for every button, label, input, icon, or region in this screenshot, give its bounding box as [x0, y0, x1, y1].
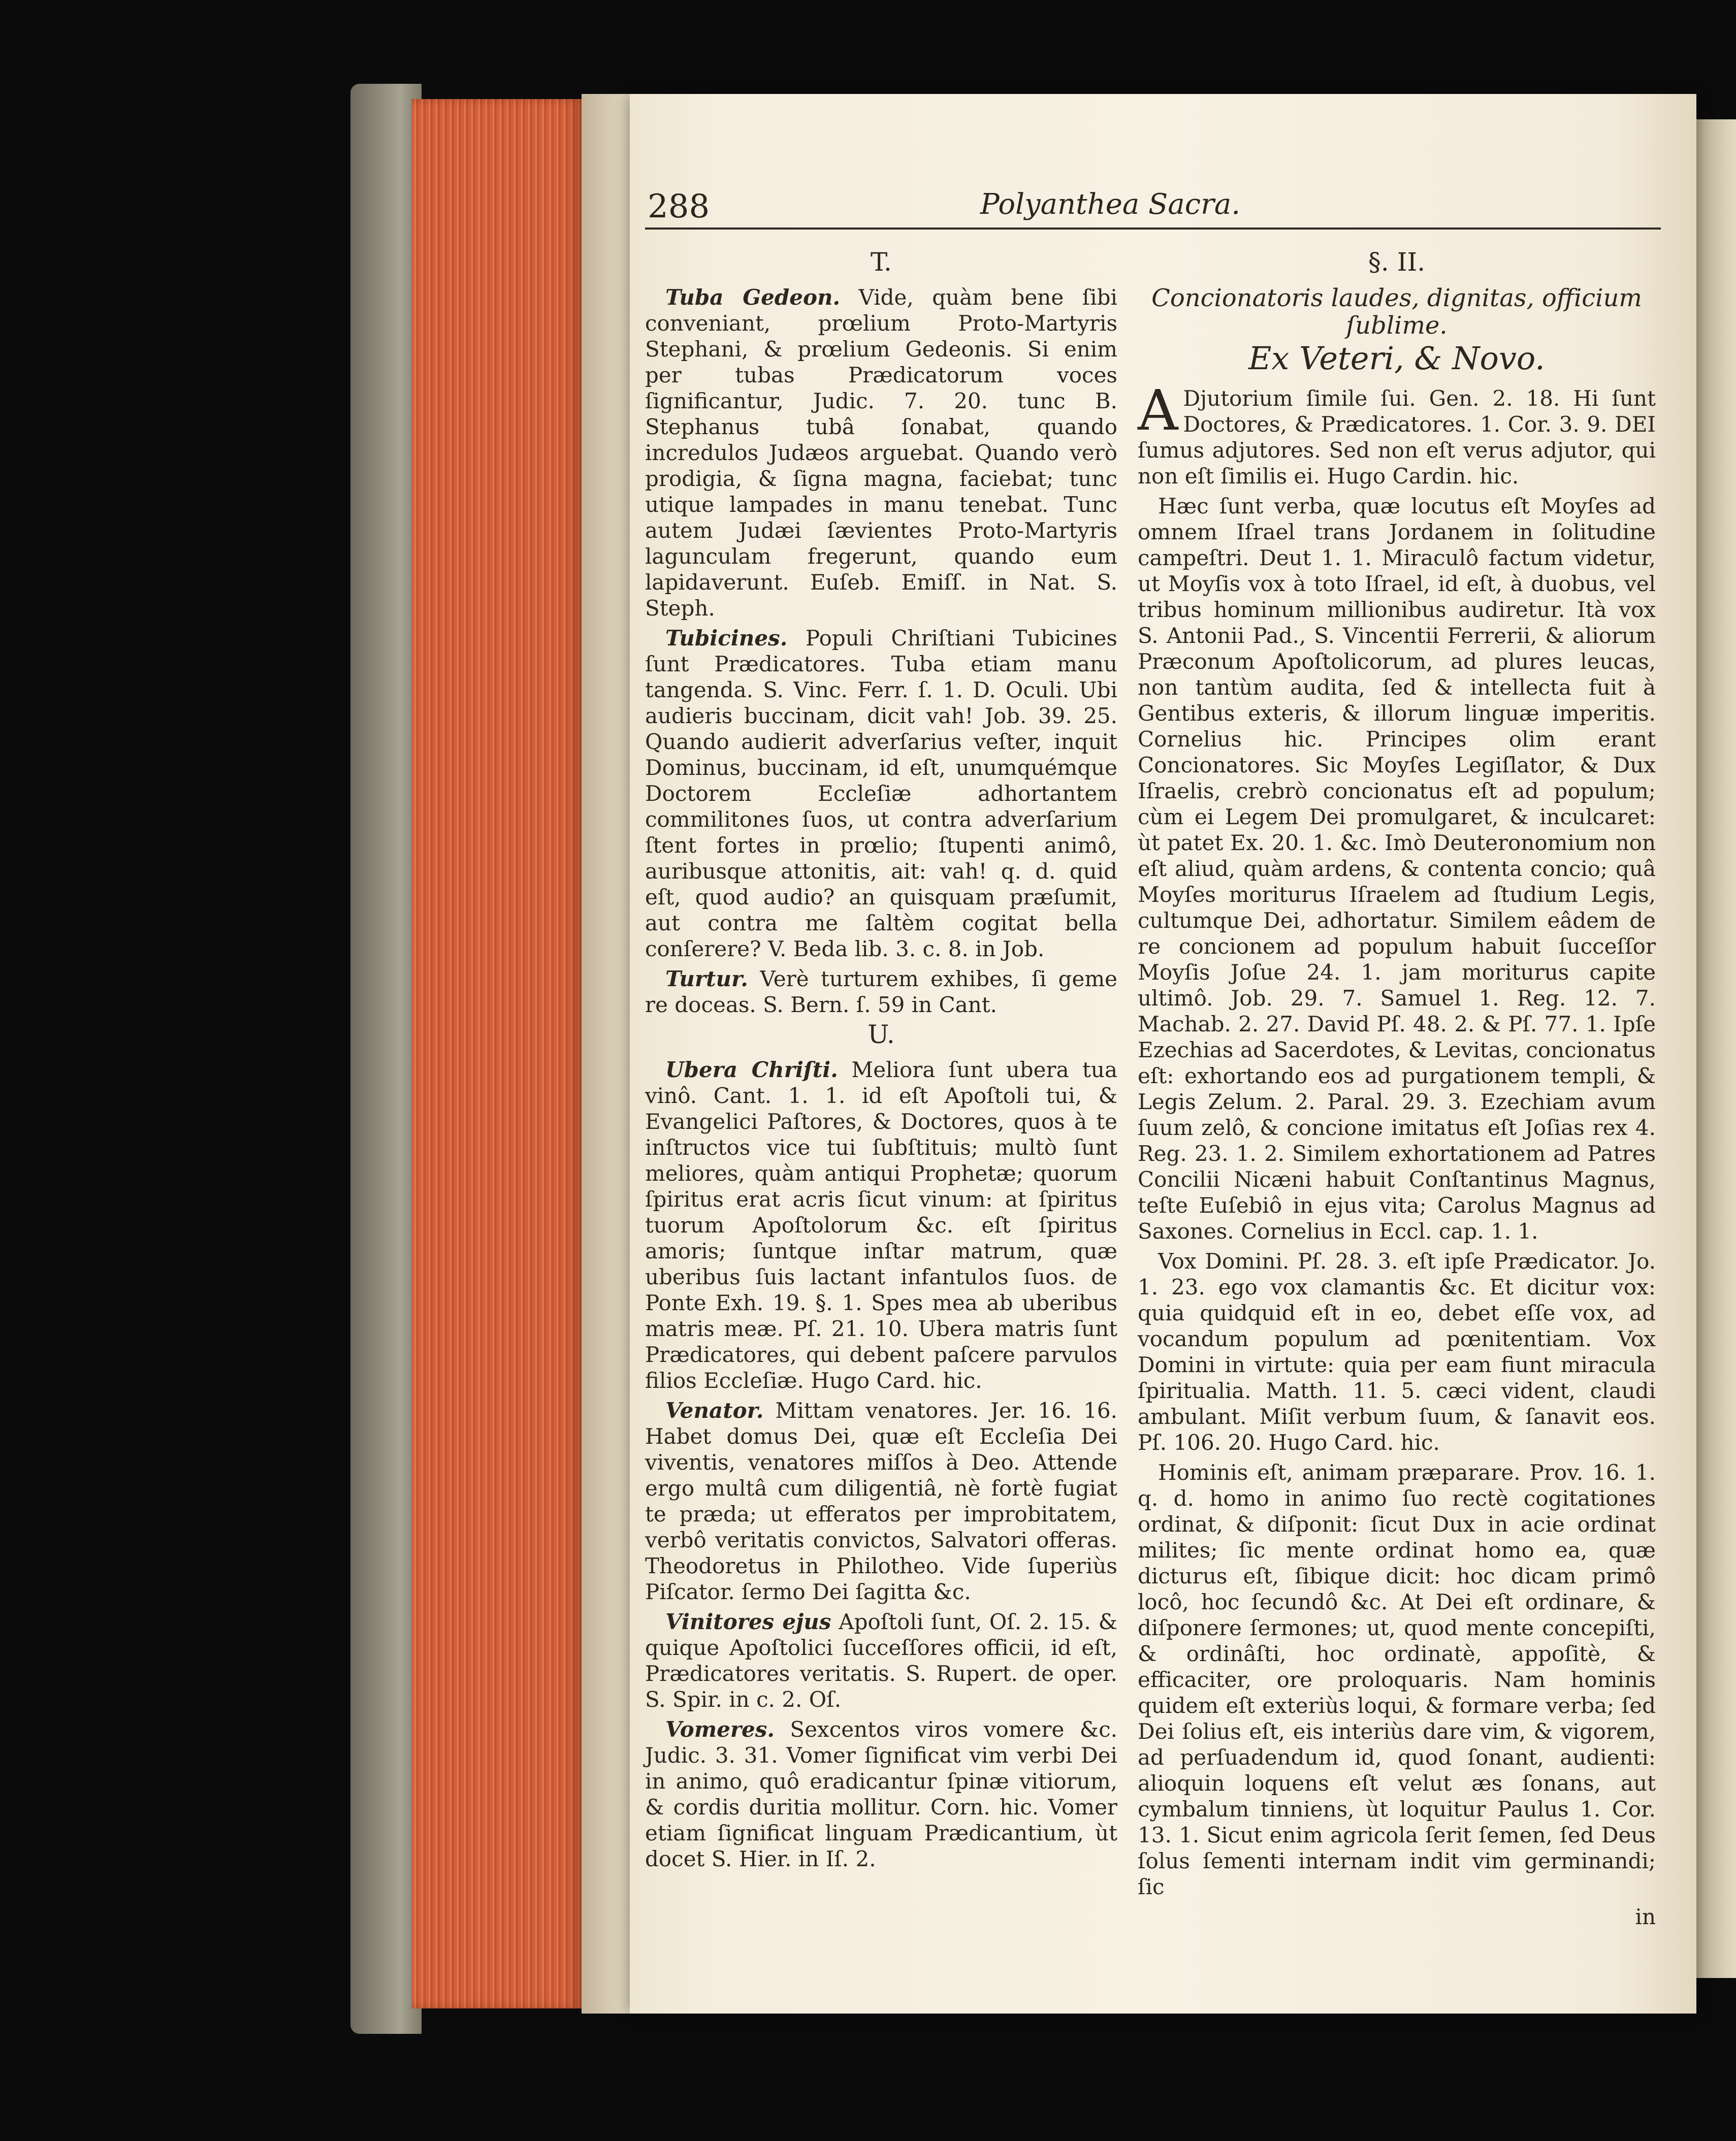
entry-turtur: [645, 966, 1117, 1018]
page-number: 288: [648, 188, 710, 225]
headword: Vomeres.: [665, 1717, 775, 1742]
section-number: §. II.: [1368, 247, 1426, 277]
facing-page-edge: [1696, 119, 1736, 1978]
book: [350, 69, 1736, 2049]
section-subtitle: Concionatoris laudes, dignitas, officium ſublime.: [1151, 284, 1642, 340]
entry-text: Verè turturem exhibes, ſi geme re doceas. S. Bern. ſ. 59 in Cant.: [645, 966, 1117, 1017]
entry-tuba: [645, 284, 1117, 621]
right-column: [1138, 246, 1656, 1930]
headword: Turtur.: [665, 966, 748, 991]
headword: Ubera Chriſti.: [665, 1057, 838, 1082]
entry-ubera: [645, 1057, 1117, 1393]
entry-text: Meliora ſunt ubera tua vinô. Cant. 1. 1. id eſt Apoſtoli tui, & Evangelici Paſtores, & Doctores, quos à te inſtructos vice tui ſubſtituis; multò ſunt meliores, quàm antiqui Prophetæ; quorum ſpiritus erat acris ſicut vinum: at ſpiritus tuorum Apoſtolorum &c. eſt ſpiritus amoris; ſuntque inſtar matrum, quæ uberibus ſuis lactant infantulos ſuos. de Ponte Exh. 19. §. 1. Spes mea ab uberibus matris meæ. Pſ. 21. 10. Ubera matris ſunt Prædicatores, qui debent paſcere parvulos filios Eccleſiæ. Hugo Card. hic.: [645, 1057, 1117, 1393]
paragraph-adjutorium: [1138, 378, 1656, 489]
headword: Tubicines.: [665, 626, 788, 651]
running-head: Polyanthea Sacra.: [980, 188, 1241, 221]
section-heading: Ex Veteri, & Novo.: [1248, 340, 1545, 377]
gutter: [582, 94, 637, 2014]
entry-text: Vide, quàm bene ſibi conveniant, prœlium Proto-Martyris Stephani, & prœlium Gedeonis. Si enim per tubas Prædicatorum voces ſignificantur, Judic. 7. 20. tunc B. Stephanus tubâ ſonabat, quando incredulos Judæos arguebat. Quando verò prodigia, & ſigna magna, faciebat; tunc utique lampades in manu tenebat. Tunc autem Judæi ſævientes Proto-Martyris lagunculam fregerunt, quando eum lapidaverunt. Euſeb. Emiſſ. in Nat. S. Steph.: [645, 285, 1117, 621]
section-letter-u: U.: [867, 1020, 895, 1049]
page-header: [630, 188, 1696, 234]
entry-text: Mittam venatores. Jer. 16. 16. Habet domus Dei, quæ eſt Eccleſia Dei viventis, venatores miſſos à Deo. Attende ergo multâ cum diligentiâ, nè fortè fugiat te præda; ut efferatos per improbitatem, verbô veritatis convictos, Salvatori offeras. Theodoretus in Philotheo. Vide ſuperiùs Piſcator. ſermo Dei ſagitta &c.: [645, 1398, 1117, 1604]
header-rule: [645, 228, 1661, 230]
entry-vomeres: [645, 1716, 1117, 1872]
catchword: in: [1635, 1904, 1656, 1929]
entry-text: Populi Chriſtiani Tubicines ſunt Prædicatores. Tuba etiam manu tangenda. S. Vinc. Ferr. ſ. 1. D. Oculi. Ubi audieris buccinam, dicit vah! Job. 39. 25. Quando audierit adverſarius veſter, inquit Dominus, buccinam, id eſt, unumquémque Doctorem Eccleſiæ adhortantem commilitones ſuos, ut contra adverſarium ſtent fortes in prœlio; ſtupenti animô, auribusque attonitis, ait: vah! q. d. quid eſt, quod audio? an quisquam præſumit, aut contra me ſaltèm cogitat bella conſerere? V. Beda lib. 3. c. 8. in Job.: [645, 626, 1117, 961]
entry-vinitores: [645, 1609, 1117, 1712]
entry-venator: [645, 1398, 1117, 1605]
book-spine: [350, 84, 422, 2034]
headword: Tuba Gedeon.: [665, 285, 841, 310]
paragraph-vox-domini: Vox Domini. Pſ. 28. 3. eſt ipſe Prædicator. Jo. 1. 23. ego vox clamantis &c. Et dicitur vox: quia quidquid eſt in eo, debet eſſe vox, ad vocandum populum ad pœnitentiam. Vox Domini in virtute: quia per eam fiunt miracula ſpiritualia. Matth. 11. 5. cæci vident, claudi ambulant. Miſit verbum ſuum, & ſanavit eos. Pſ. 106. 20. Hugo Card. hic.: [1138, 1249, 1656, 1455]
red-page-edges: [411, 99, 582, 2008]
book-page: [630, 94, 1696, 2014]
drop-cap: A: [1138, 378, 1178, 443]
entry-text: Apoſtoli ſunt, Oſ. 2. 15. & quique Apoſtolici ſucceſſores officii, id eſt, Prædicatores veritatis. S. Rupert. de oper. S. Spir. in c. 2. Oſ.: [645, 1609, 1117, 1712]
headword: Venator.: [665, 1398, 764, 1423]
paragraph-text: Djutorium ſimile ſui. Gen. 2. 18. Hi ſunt Doctores, & Prædicatores. 1. Cor. 3. 9. DEI ſumus adjutores. Sed non eſt verus adjutor, qui non eſt ſimilis ei. Hugo Cardin. hic.: [1138, 386, 1656, 489]
entry-tubicines: [645, 625, 1117, 962]
entry-text: Sexcentos viros vomere &c. Judic. 3. 31. Vomer ſignificat vim verbi Dei in animo, quô eradicantur ſpinæ vitiorum, & cordis duritia mollitur. Corn. hic. Vomer etiam ſignificat linguam Prædicantium, ùt docet S. Hier. in Iſ. 2.: [645, 1717, 1117, 1871]
headword: Vinitores ejus: [665, 1609, 831, 1634]
left-column: [645, 246, 1117, 1876]
paragraph-hominis-est: Hominis eſt, animam præparare. Prov. 16. 1. q. d. homo in animo ſuo rectè cogitationes ordinat, & diſponit: ſicut Dux in acie ordinat milites; ſic mente ordinat homo ea, quæ dicturus eſt, ſibique dicit: hoc dicam primô locô, hoc ſecundô &c. At Dei eſt ordinare, & diſponere ſermones; ut, quod mente concepiſti, & ordinâſti, hoc ordinatè, appoſitè, & efficaciter, ore proloquaris. Nam hominis quidem eſt exteriùs loqui, & formare verba; ſed Dei ſolius eſt, eis interiùs dare vim, & vigorem, ad perſuadendum id, quod ſonant, audienti: alioquin loquens eſt velut æs ſonans, aut cymbalum tinniens, ùt loquitur Paulus 1. Cor. 13. 1. Sicut enim agricola ſerit ſemen, ſed Deus ſolus ſementi internam indit vim germinandi; ſic: [1138, 1460, 1656, 1899]
section-letter-t: T.: [871, 247, 892, 277]
paragraph-haec-sunt-verba: Hæc ſunt verba, quæ locutus eſt Moyſes ad omnem Iſrael trans Jordanem in ſolitudine campeſtri. Deut 1. 1. Miraculô factum videtur, ut Moyſis vox à toto Iſrael, id eſt, à duobus, vel tribus hominum millionibus audiretur. Ità vox S. Antonii Pad., S. Vincentii Ferrerii, & aliorum Præconum Apoſtolicorum, ad plures leucas, non tantùm audita, ſed & intellecta fuit à Gentibus exteris, & illorum linguæ imperitis. Cornelius hic. Principes olim erant Concionatores. Sic Moyſes Legiſlator, & Dux Iſraelis, crebrò concionatus eſt ad populum; cùm ei Legem Dei promulgaret, & inculcaret: ùt patet Ex. 20. 1. &c. Imò Deuteronomium non eſt aliud, quàm ardens, & contenta concio; quâ Moyſes moriturus Iſraelem ad ſtudium Legis, cultumque Dei, adhortatur. Similem eâdem de re concionem ad populum habuit ſucceſſor Moyſis Joſue 24. 1. jam moriturus capite ultimô. Job. 29. 7. Samuel 1. Reg. 12. 7. Machab. 2. 27. David Pſ. 48. 2. & Pſ. 77. 1. Ipſe Ezechias ad Sacerdotes, & Levitas, concionatus eſt: exhortando eos ad purgationem templi, & Legis Zelum. 2. Paral. 29. 3. Ezechiam avum ſuum zelô, & concione imitatus eſt Joſias rex 4. Reg. 23. 1. 2. Similem exhortationem ad Patres Concilii Nicæni habuit Conſtantinus Magnus, teſte Euſebiô in ejus vita; Carolus Magnus ad Saxones. Cornelius in Eccl. cap. 1. 1.: [1138, 494, 1656, 1244]
